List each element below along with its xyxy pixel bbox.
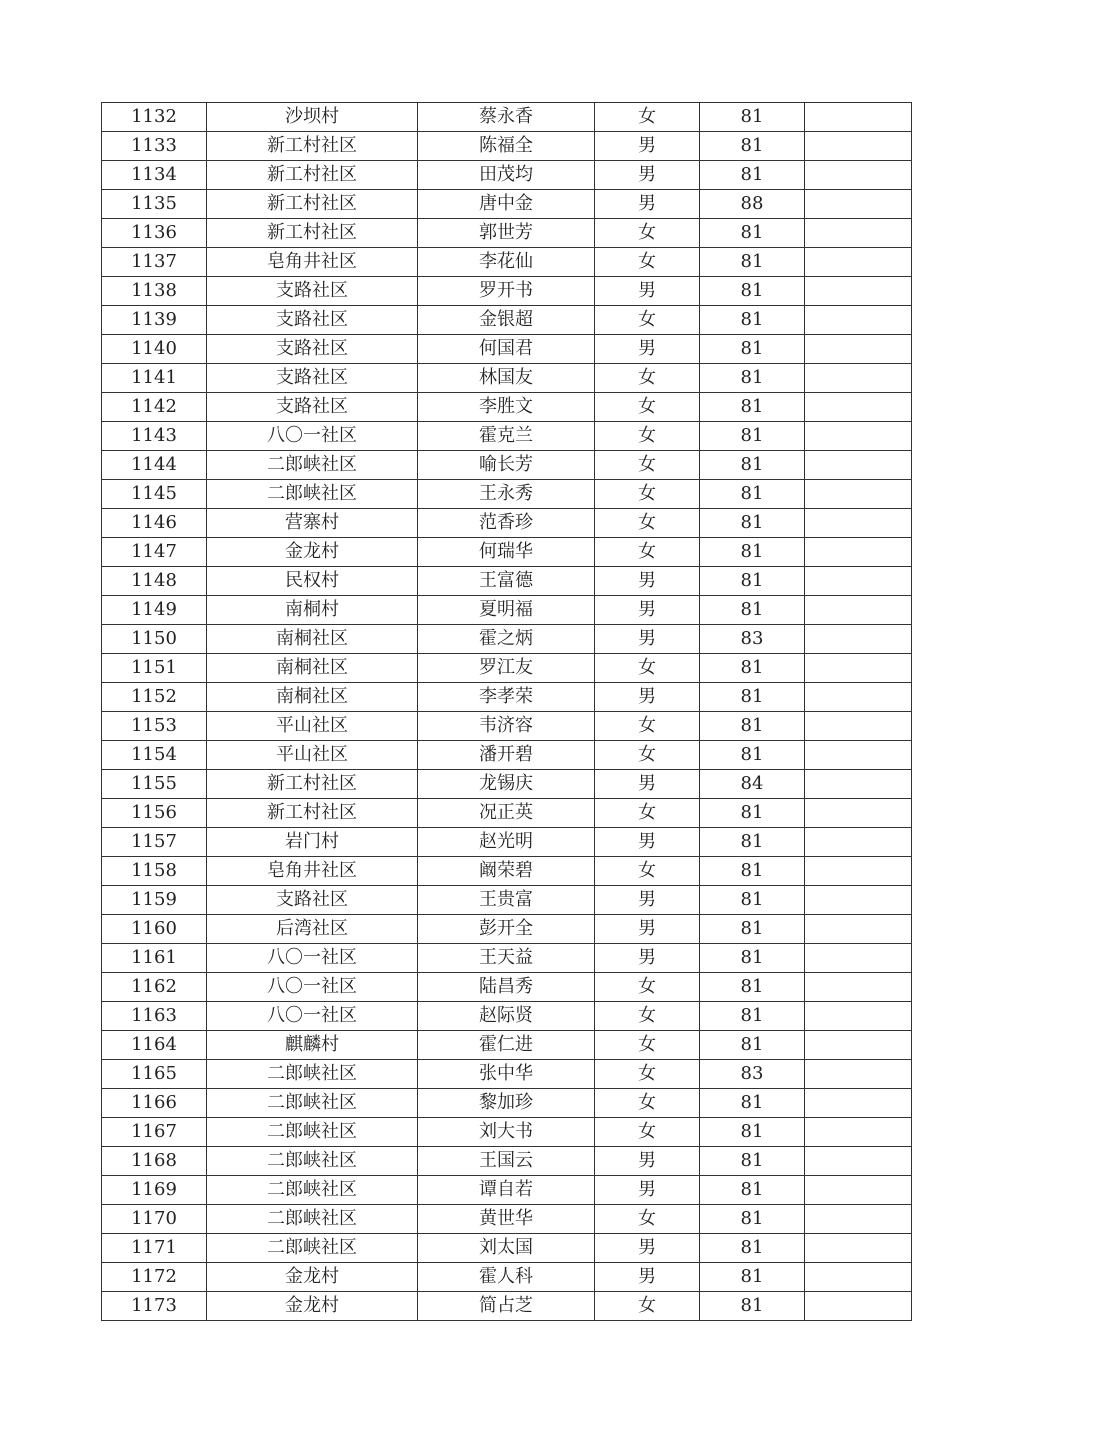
community-cell: 八〇一社区 bbox=[207, 1002, 418, 1031]
row-number-cell: 1165 bbox=[102, 1060, 207, 1089]
age-cell: 81 bbox=[700, 277, 805, 306]
row-number-cell: 1149 bbox=[102, 596, 207, 625]
row-number-cell: 1170 bbox=[102, 1205, 207, 1234]
community-cell: 平山社区 bbox=[207, 712, 418, 741]
gender-cell: 女 bbox=[595, 1089, 700, 1118]
gender-cell: 女 bbox=[595, 799, 700, 828]
name-cell: 范香珍 bbox=[418, 509, 595, 538]
age-cell: 81 bbox=[700, 132, 805, 161]
table-row bbox=[102, 915, 912, 944]
table-row bbox=[102, 248, 912, 277]
name-cell: 罗开书 bbox=[418, 277, 595, 306]
table-row bbox=[102, 770, 912, 799]
remark-cell bbox=[805, 741, 912, 770]
remark-cell bbox=[805, 973, 912, 1002]
name-cell: 潘开碧 bbox=[418, 741, 595, 770]
age-cell: 83 bbox=[700, 1060, 805, 1089]
community-cell: 二郎峡社区 bbox=[207, 451, 418, 480]
name-cell: 李花仙 bbox=[418, 248, 595, 277]
remark-cell bbox=[805, 103, 912, 132]
name-cell: 霍人科 bbox=[418, 1263, 595, 1292]
age-cell: 81 bbox=[700, 219, 805, 248]
table-row bbox=[102, 1031, 912, 1060]
remark-cell bbox=[805, 480, 912, 509]
row-number-cell: 1151 bbox=[102, 654, 207, 683]
row-number-cell: 1172 bbox=[102, 1263, 207, 1292]
table-row bbox=[102, 1002, 912, 1031]
name-cell: 王永秀 bbox=[418, 480, 595, 509]
age-cell: 81 bbox=[700, 973, 805, 1002]
gender-cell: 男 bbox=[595, 828, 700, 857]
age-cell: 81 bbox=[700, 915, 805, 944]
row-number-cell: 1159 bbox=[102, 886, 207, 915]
remark-cell bbox=[805, 277, 912, 306]
community-cell: 二郎峡社区 bbox=[207, 1234, 418, 1263]
table-row bbox=[102, 103, 912, 132]
row-number-cell: 1138 bbox=[102, 277, 207, 306]
table-row bbox=[102, 219, 912, 248]
community-cell: 二郎峡社区 bbox=[207, 480, 418, 509]
table-row bbox=[102, 973, 912, 1002]
remark-cell bbox=[805, 1234, 912, 1263]
age-cell: 81 bbox=[700, 364, 805, 393]
gender-cell: 女 bbox=[595, 451, 700, 480]
community-cell: 支路社区 bbox=[207, 886, 418, 915]
table-row bbox=[102, 944, 912, 973]
age-cell: 81 bbox=[700, 422, 805, 451]
table-row bbox=[102, 1292, 912, 1321]
row-number-cell: 1156 bbox=[102, 799, 207, 828]
age-cell: 88 bbox=[700, 190, 805, 219]
table-row bbox=[102, 190, 912, 219]
age-cell: 81 bbox=[700, 944, 805, 973]
gender-cell: 女 bbox=[595, 857, 700, 886]
row-number-cell: 1136 bbox=[102, 219, 207, 248]
remark-cell bbox=[805, 538, 912, 567]
age-cell: 81 bbox=[700, 335, 805, 364]
table-row bbox=[102, 132, 912, 161]
table-row bbox=[102, 1176, 912, 1205]
gender-cell: 男 bbox=[595, 1176, 700, 1205]
gender-cell: 女 bbox=[595, 538, 700, 567]
community-cell: 金龙村 bbox=[207, 538, 418, 567]
name-cell: 李孝荣 bbox=[418, 683, 595, 712]
row-number-cell: 1153 bbox=[102, 712, 207, 741]
row-number-cell: 1144 bbox=[102, 451, 207, 480]
name-cell: 王国云 bbox=[418, 1147, 595, 1176]
community-cell: 新工村社区 bbox=[207, 161, 418, 190]
remark-cell bbox=[805, 422, 912, 451]
remark-cell bbox=[805, 248, 912, 277]
remark-cell bbox=[805, 683, 912, 712]
table-row bbox=[102, 683, 912, 712]
name-cell: 陆昌秀 bbox=[418, 973, 595, 1002]
row-number-cell: 1154 bbox=[102, 741, 207, 770]
age-cell: 81 bbox=[700, 828, 805, 857]
table-row bbox=[102, 828, 912, 857]
table-row bbox=[102, 596, 912, 625]
age-cell: 81 bbox=[700, 161, 805, 190]
name-cell: 喻长芳 bbox=[418, 451, 595, 480]
remark-cell bbox=[805, 335, 912, 364]
remark-cell bbox=[805, 190, 912, 219]
row-number-cell: 1132 bbox=[102, 103, 207, 132]
remark-cell bbox=[805, 219, 912, 248]
age-cell: 81 bbox=[700, 538, 805, 567]
name-cell: 霍克兰 bbox=[418, 422, 595, 451]
remark-cell bbox=[805, 1089, 912, 1118]
community-cell: 新工村社区 bbox=[207, 190, 418, 219]
gender-cell: 女 bbox=[595, 219, 700, 248]
community-cell: 皂角井社区 bbox=[207, 248, 418, 277]
row-number-cell: 1171 bbox=[102, 1234, 207, 1263]
community-cell: 金龙村 bbox=[207, 1263, 418, 1292]
community-cell: 二郎峡社区 bbox=[207, 1089, 418, 1118]
age-cell: 81 bbox=[700, 451, 805, 480]
table-row bbox=[102, 799, 912, 828]
table-row bbox=[102, 422, 912, 451]
name-cell: 蔡永香 bbox=[418, 103, 595, 132]
gender-cell: 女 bbox=[595, 1002, 700, 1031]
community-cell: 支路社区 bbox=[207, 393, 418, 422]
remark-cell bbox=[805, 567, 912, 596]
gender-cell: 男 bbox=[595, 1147, 700, 1176]
remark-cell bbox=[805, 1060, 912, 1089]
gender-cell: 男 bbox=[595, 190, 700, 219]
name-cell: 陈福全 bbox=[418, 132, 595, 161]
row-number-cell: 1168 bbox=[102, 1147, 207, 1176]
row-number-cell: 1145 bbox=[102, 480, 207, 509]
community-cell: 二郎峡社区 bbox=[207, 1176, 418, 1205]
gender-cell: 女 bbox=[595, 364, 700, 393]
gender-cell: 男 bbox=[595, 886, 700, 915]
gender-cell: 女 bbox=[595, 1205, 700, 1234]
gender-cell: 女 bbox=[595, 973, 700, 1002]
roster-table-body bbox=[102, 103, 912, 1321]
community-cell: 新工村社区 bbox=[207, 132, 418, 161]
age-cell: 81 bbox=[700, 712, 805, 741]
remark-cell bbox=[805, 1031, 912, 1060]
row-number-cell: 1146 bbox=[102, 509, 207, 538]
table-row bbox=[102, 741, 912, 770]
community-cell: 新工村社区 bbox=[207, 799, 418, 828]
name-cell: 简占芝 bbox=[418, 1292, 595, 1321]
table-row bbox=[102, 161, 912, 190]
row-number-cell: 1169 bbox=[102, 1176, 207, 1205]
remark-cell bbox=[805, 828, 912, 857]
remark-cell bbox=[805, 1176, 912, 1205]
age-cell: 81 bbox=[700, 654, 805, 683]
gender-cell: 女 bbox=[595, 654, 700, 683]
age-cell: 81 bbox=[700, 509, 805, 538]
table-row bbox=[102, 1118, 912, 1147]
community-cell: 麒麟村 bbox=[207, 1031, 418, 1060]
name-cell: 霍仁进 bbox=[418, 1031, 595, 1060]
gender-cell: 男 bbox=[595, 1234, 700, 1263]
age-cell: 81 bbox=[700, 1031, 805, 1060]
remark-cell bbox=[805, 161, 912, 190]
community-cell: 新工村社区 bbox=[207, 770, 418, 799]
remark-cell bbox=[805, 509, 912, 538]
name-cell: 谭自若 bbox=[418, 1176, 595, 1205]
remark-cell bbox=[805, 944, 912, 973]
table-row bbox=[102, 538, 912, 567]
row-number-cell: 1141 bbox=[102, 364, 207, 393]
age-cell: 84 bbox=[700, 770, 805, 799]
row-number-cell: 1167 bbox=[102, 1118, 207, 1147]
community-cell: 支路社区 bbox=[207, 364, 418, 393]
table-row bbox=[102, 306, 912, 335]
community-cell: 南桐村 bbox=[207, 596, 418, 625]
table-row bbox=[102, 886, 912, 915]
table-row bbox=[102, 364, 912, 393]
row-number-cell: 1133 bbox=[102, 132, 207, 161]
community-cell: 营寨村 bbox=[207, 509, 418, 538]
gender-cell: 男 bbox=[595, 915, 700, 944]
remark-cell bbox=[805, 799, 912, 828]
gender-cell: 女 bbox=[595, 480, 700, 509]
gender-cell: 女 bbox=[595, 248, 700, 277]
community-cell: 岩门村 bbox=[207, 828, 418, 857]
age-cell: 81 bbox=[700, 741, 805, 770]
remark-cell bbox=[805, 596, 912, 625]
gender-cell: 女 bbox=[595, 1031, 700, 1060]
name-cell: 赵光明 bbox=[418, 828, 595, 857]
gender-cell: 男 bbox=[595, 770, 700, 799]
age-cell: 81 bbox=[700, 567, 805, 596]
gender-cell: 女 bbox=[595, 509, 700, 538]
name-cell: 赵际贤 bbox=[418, 1002, 595, 1031]
community-cell: 民权村 bbox=[207, 567, 418, 596]
remark-cell bbox=[805, 770, 912, 799]
table-row bbox=[102, 1089, 912, 1118]
name-cell: 李胜文 bbox=[418, 393, 595, 422]
remark-cell bbox=[805, 886, 912, 915]
age-cell: 81 bbox=[700, 306, 805, 335]
row-number-cell: 1164 bbox=[102, 1031, 207, 1060]
community-cell: 八〇一社区 bbox=[207, 973, 418, 1002]
table-row bbox=[102, 451, 912, 480]
table-row bbox=[102, 857, 912, 886]
name-cell: 彭开全 bbox=[418, 915, 595, 944]
community-cell: 沙坝村 bbox=[207, 103, 418, 132]
table-row bbox=[102, 1263, 912, 1292]
row-number-cell: 1137 bbox=[102, 248, 207, 277]
age-cell: 81 bbox=[700, 596, 805, 625]
gender-cell: 女 bbox=[595, 1060, 700, 1089]
gender-cell: 男 bbox=[595, 132, 700, 161]
gender-cell: 女 bbox=[595, 422, 700, 451]
age-cell: 81 bbox=[700, 1089, 805, 1118]
name-cell: 刘大书 bbox=[418, 1118, 595, 1147]
community-cell: 八〇一社区 bbox=[207, 422, 418, 451]
name-cell: 田茂均 bbox=[418, 161, 595, 190]
community-cell: 皂角井社区 bbox=[207, 857, 418, 886]
age-cell: 81 bbox=[700, 480, 805, 509]
gender-cell: 女 bbox=[595, 306, 700, 335]
name-cell: 何国君 bbox=[418, 335, 595, 364]
community-cell: 支路社区 bbox=[207, 277, 418, 306]
row-number-cell: 1148 bbox=[102, 567, 207, 596]
name-cell: 何瑞华 bbox=[418, 538, 595, 567]
name-cell: 王富德 bbox=[418, 567, 595, 596]
row-number-cell: 1158 bbox=[102, 857, 207, 886]
gender-cell: 男 bbox=[595, 596, 700, 625]
name-cell: 刘太国 bbox=[418, 1234, 595, 1263]
row-number-cell: 1157 bbox=[102, 828, 207, 857]
gender-cell: 男 bbox=[595, 161, 700, 190]
gender-cell: 女 bbox=[595, 1118, 700, 1147]
gender-cell: 女 bbox=[595, 712, 700, 741]
table-row bbox=[102, 567, 912, 596]
remark-cell bbox=[805, 132, 912, 161]
remark-cell bbox=[805, 1263, 912, 1292]
name-cell: 郭世芳 bbox=[418, 219, 595, 248]
age-cell: 81 bbox=[700, 799, 805, 828]
age-cell: 81 bbox=[700, 1205, 805, 1234]
name-cell: 罗江友 bbox=[418, 654, 595, 683]
remark-cell bbox=[805, 451, 912, 480]
gender-cell: 男 bbox=[595, 1263, 700, 1292]
community-cell: 新工村社区 bbox=[207, 219, 418, 248]
row-number-cell: 1143 bbox=[102, 422, 207, 451]
remark-cell bbox=[805, 1205, 912, 1234]
gender-cell: 女 bbox=[595, 393, 700, 422]
community-cell: 二郎峡社区 bbox=[207, 1060, 418, 1089]
community-cell: 南桐社区 bbox=[207, 625, 418, 654]
community-cell: 二郎峡社区 bbox=[207, 1205, 418, 1234]
row-number-cell: 1142 bbox=[102, 393, 207, 422]
table-row bbox=[102, 1060, 912, 1089]
gender-cell: 女 bbox=[595, 103, 700, 132]
age-cell: 81 bbox=[700, 1002, 805, 1031]
remark-cell bbox=[805, 712, 912, 741]
community-cell: 后湾社区 bbox=[207, 915, 418, 944]
community-cell: 南桐社区 bbox=[207, 683, 418, 712]
row-number-cell: 1147 bbox=[102, 538, 207, 567]
community-cell: 二郎峡社区 bbox=[207, 1147, 418, 1176]
roster-table bbox=[101, 102, 912, 1321]
name-cell: 龙锡庆 bbox=[418, 770, 595, 799]
age-cell: 81 bbox=[700, 248, 805, 277]
table-row bbox=[102, 1147, 912, 1176]
name-cell: 黄世华 bbox=[418, 1205, 595, 1234]
table-row bbox=[102, 1234, 912, 1263]
remark-cell bbox=[805, 857, 912, 886]
remark-cell bbox=[805, 1002, 912, 1031]
table-row bbox=[102, 1205, 912, 1234]
age-cell: 81 bbox=[700, 1292, 805, 1321]
community-cell: 支路社区 bbox=[207, 335, 418, 364]
row-number-cell: 1150 bbox=[102, 625, 207, 654]
remark-cell bbox=[805, 654, 912, 683]
name-cell: 王天益 bbox=[418, 944, 595, 973]
name-cell: 金银超 bbox=[418, 306, 595, 335]
remark-cell bbox=[805, 364, 912, 393]
community-cell: 平山社区 bbox=[207, 741, 418, 770]
table-row bbox=[102, 654, 912, 683]
age-cell: 81 bbox=[700, 393, 805, 422]
name-cell: 唐中金 bbox=[418, 190, 595, 219]
name-cell: 霍之炳 bbox=[418, 625, 595, 654]
gender-cell: 男 bbox=[595, 277, 700, 306]
table-row bbox=[102, 335, 912, 364]
remark-cell bbox=[805, 306, 912, 335]
age-cell: 81 bbox=[700, 1118, 805, 1147]
age-cell: 81 bbox=[700, 1147, 805, 1176]
name-cell: 韦济容 bbox=[418, 712, 595, 741]
community-cell: 支路社区 bbox=[207, 306, 418, 335]
name-cell: 张中华 bbox=[418, 1060, 595, 1089]
row-number-cell: 1135 bbox=[102, 190, 207, 219]
age-cell: 81 bbox=[700, 857, 805, 886]
row-number-cell: 1160 bbox=[102, 915, 207, 944]
remark-cell bbox=[805, 393, 912, 422]
remark-cell bbox=[805, 915, 912, 944]
name-cell: 阚荣碧 bbox=[418, 857, 595, 886]
table-row bbox=[102, 712, 912, 741]
remark-cell bbox=[805, 1118, 912, 1147]
table-row bbox=[102, 625, 912, 654]
gender-cell: 男 bbox=[595, 944, 700, 973]
age-cell: 81 bbox=[700, 1176, 805, 1205]
gender-cell: 男 bbox=[595, 625, 700, 654]
row-number-cell: 1166 bbox=[102, 1089, 207, 1118]
name-cell: 黎加珍 bbox=[418, 1089, 595, 1118]
gender-cell: 男 bbox=[595, 683, 700, 712]
row-number-cell: 1161 bbox=[102, 944, 207, 973]
row-number-cell: 1162 bbox=[102, 973, 207, 1002]
name-cell: 林国友 bbox=[418, 364, 595, 393]
name-cell: 王贵富 bbox=[418, 886, 595, 915]
name-cell: 夏明福 bbox=[418, 596, 595, 625]
gender-cell: 女 bbox=[595, 1292, 700, 1321]
name-cell: 况正英 bbox=[418, 799, 595, 828]
community-cell: 八〇一社区 bbox=[207, 944, 418, 973]
age-cell: 81 bbox=[700, 886, 805, 915]
row-number-cell: 1163 bbox=[102, 1002, 207, 1031]
remark-cell bbox=[805, 625, 912, 654]
row-number-cell: 1134 bbox=[102, 161, 207, 190]
gender-cell: 女 bbox=[595, 741, 700, 770]
row-number-cell: 1155 bbox=[102, 770, 207, 799]
row-number-cell: 1140 bbox=[102, 335, 207, 364]
table-row bbox=[102, 509, 912, 538]
community-cell: 金龙村 bbox=[207, 1292, 418, 1321]
age-cell: 81 bbox=[700, 1263, 805, 1292]
table-row bbox=[102, 393, 912, 422]
age-cell: 81 bbox=[700, 1234, 805, 1263]
table-row bbox=[102, 480, 912, 509]
remark-cell bbox=[805, 1147, 912, 1176]
row-number-cell: 1173 bbox=[102, 1292, 207, 1321]
age-cell: 83 bbox=[700, 625, 805, 654]
gender-cell: 男 bbox=[595, 335, 700, 364]
table-row bbox=[102, 277, 912, 306]
row-number-cell: 1152 bbox=[102, 683, 207, 712]
community-cell: 南桐社区 bbox=[207, 654, 418, 683]
remark-cell bbox=[805, 1292, 912, 1321]
gender-cell: 男 bbox=[595, 567, 700, 596]
age-cell: 81 bbox=[700, 103, 805, 132]
row-number-cell: 1139 bbox=[102, 306, 207, 335]
age-cell: 81 bbox=[700, 683, 805, 712]
community-cell: 二郎峡社区 bbox=[207, 1118, 418, 1147]
